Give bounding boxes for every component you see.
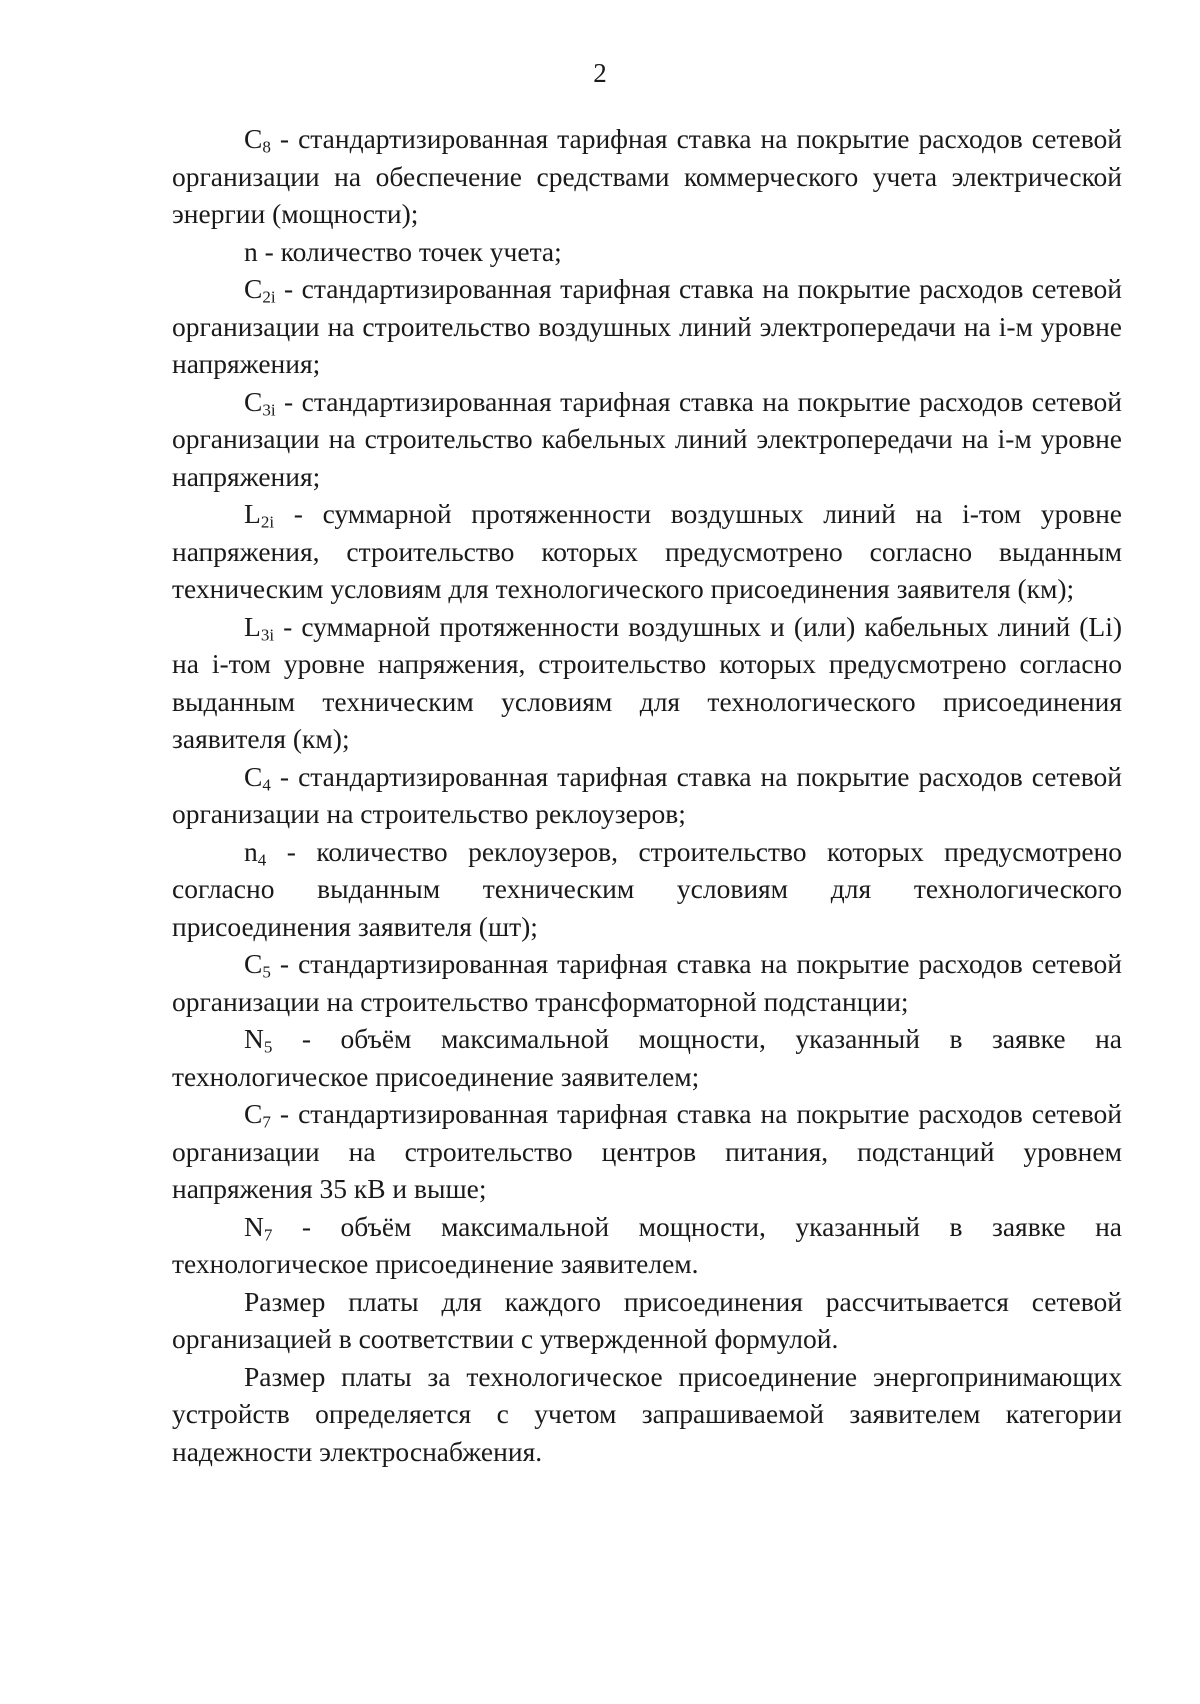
- definition-text: - стандартизированная тарифная ставка на покрытие расходов сетевой организации на строительство воздушных линий электропередачи на i-м уровне напряжения;: [172, 273, 1122, 379]
- symbol: $C_4$: [244, 760, 271, 794]
- definition-text: - стандартизированная тарифная ставка на покрытие расходов сетевой организации на строительство кабельных линий электропередачи на i-м уровне напряжения;: [172, 385, 1122, 492]
- paragraph-text: Размер платы для каждого присоединения рассчитывается сетевой организацией в соответствии с утвержденной формулой.: [172, 1285, 1122, 1354]
- definition-c5: [172, 945, 1122, 1020]
- definition-text: - стандартизированная тарифная ставка на покрытие расходов сетевой организации на строительство реклоузеров;: [172, 760, 1122, 829]
- definition-text: - стандартизированная тарифная ставка на покрытие расходов сетевой организации на строительство трансформаторной подстанции;: [172, 948, 1122, 1017]
- definition-text: - суммарной протяженности воздушных линий на i-том уровне напряжения, строительство которых предусмотрено согласно выданным техническим условиям для технологического присоединения заявителя (км);: [172, 498, 1122, 604]
- symbol: $C_5$: [244, 948, 271, 982]
- definition-n7: [172, 1208, 1122, 1283]
- definition-text: - количество точек учета;: [257, 235, 562, 267]
- definition-l2i: [172, 495, 1122, 608]
- definition-text: - объём максимальной мощности, указанный в заявке на технологическое присоединение заявителем;: [172, 1023, 1122, 1092]
- definition-c7: [172, 1095, 1122, 1208]
- symbol: $C_8$: [244, 123, 271, 157]
- definition-c8: [172, 120, 1122, 233]
- definition-text: - объём максимальной мощности, указанный в заявке на технологическое присоединение заявителем.: [172, 1210, 1122, 1279]
- symbol: $C_{3i}$: [244, 385, 276, 419]
- document-body: [172, 120, 1122, 1470]
- fee-reliability-paragraph: [172, 1358, 1122, 1471]
- definition-c3i: [172, 383, 1122, 496]
- paragraph-text: Размер платы за технологическое присоединение энергопринимающих устройств определяется с учетом запрашиваемой заявителем категории надежности электроснабжения.: [172, 1360, 1122, 1467]
- definition-n: [172, 233, 1122, 271]
- definition-l3i: [172, 608, 1122, 758]
- symbol: $n_4$: [244, 835, 267, 869]
- definition-n4: [172, 833, 1122, 946]
- fee-calculation-paragraph: [172, 1283, 1122, 1358]
- symbol: $C_{2i}$: [244, 273, 276, 307]
- definition-c2i: [172, 270, 1122, 383]
- definition-text: - стандартизированная тарифная ставка на покрытие расходов сетевой организации на строительство центров питания, подстанций уровнем напряжения 35 кВ и выше;: [172, 1098, 1122, 1204]
- definition-text: - стандартизированная тарифная ставка на покрытие расходов сетевой организации на обеспечение средствами коммерческого учета электрической энергии (мощности);: [172, 123, 1122, 229]
- symbol: $C_7$: [244, 1098, 271, 1132]
- symbol: $N_7$: [244, 1210, 273, 1244]
- symbol: n: [244, 235, 258, 267]
- definition-text: - суммарной протяженности воздушных и (или) кабельных линий (Li) на i-том уровне напряжения, строительство которых предусмотрено согласно выданным техническим условиям для технологического присоединения заявителя (км);: [172, 610, 1122, 754]
- symbol: $L_{3i}$: [244, 610, 275, 644]
- definition-text: - количество реклоузеров, строительство которых предусмотрено согласно выданным техническим условиям для технологического присоединения заявителя (шт);: [172, 835, 1122, 942]
- definition-n5: [172, 1020, 1122, 1095]
- symbol: $N_5$: [244, 1023, 273, 1057]
- symbol: $L_{2i}$: [244, 498, 275, 532]
- page-number: 2: [593, 58, 607, 88]
- definition-c4: [172, 758, 1122, 833]
